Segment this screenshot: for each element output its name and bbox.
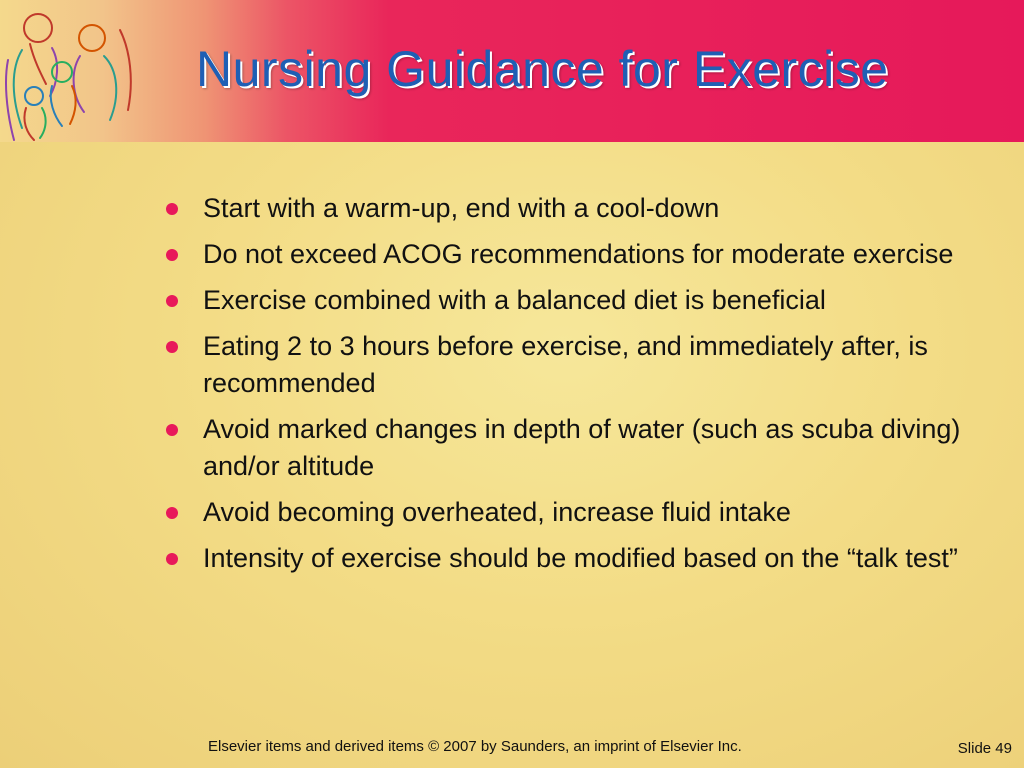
bullet-list [165, 190, 995, 586]
bullet-item [165, 328, 995, 402]
slide-title: Nursing Guidance for Exercise [196, 41, 889, 97]
bullet-dot-icon [166, 295, 178, 307]
bullet-item [165, 282, 995, 319]
bullet-dot-icon [166, 507, 178, 519]
bullet-text: Eating 2 to 3 hours before exercise, and immediately after, is recommended [203, 331, 928, 398]
bullet-item [165, 411, 995, 485]
bullet-text: Start with a warm-up, end with a cool-down [203, 193, 720, 223]
bullet-item [165, 236, 995, 273]
bullet-text: Do not exceed ACOG recommendations for moderate exercise [203, 239, 954, 269]
copyright-footer: Elsevier items and derived items © 2007 by Saunders, an imprint of Elsevier Inc. [208, 738, 742, 755]
bullet-item [165, 190, 995, 227]
bullet-dot-icon [166, 553, 178, 565]
bullet-dot-icon [166, 341, 178, 353]
bullet-item [165, 494, 995, 531]
slide-number: Slide 49 [957, 740, 1012, 757]
bullet-dot-icon [166, 424, 178, 436]
bullet-dot-icon [166, 249, 178, 261]
bullet-text: Avoid becoming overheated, increase fluid intake [203, 497, 791, 527]
bullet-dot-icon [166, 203, 178, 215]
family-line-drawing-icon [0, 0, 150, 150]
bullet-text: Exercise combined with a balanced diet is beneficial [203, 285, 826, 315]
bullet-text: Avoid marked changes in depth of water (such as scuba diving) and/or altitude [203, 414, 961, 481]
bullet-item [165, 540, 995, 577]
bullet-text: Intensity of exercise should be modified based on the “talk test” [203, 543, 958, 573]
